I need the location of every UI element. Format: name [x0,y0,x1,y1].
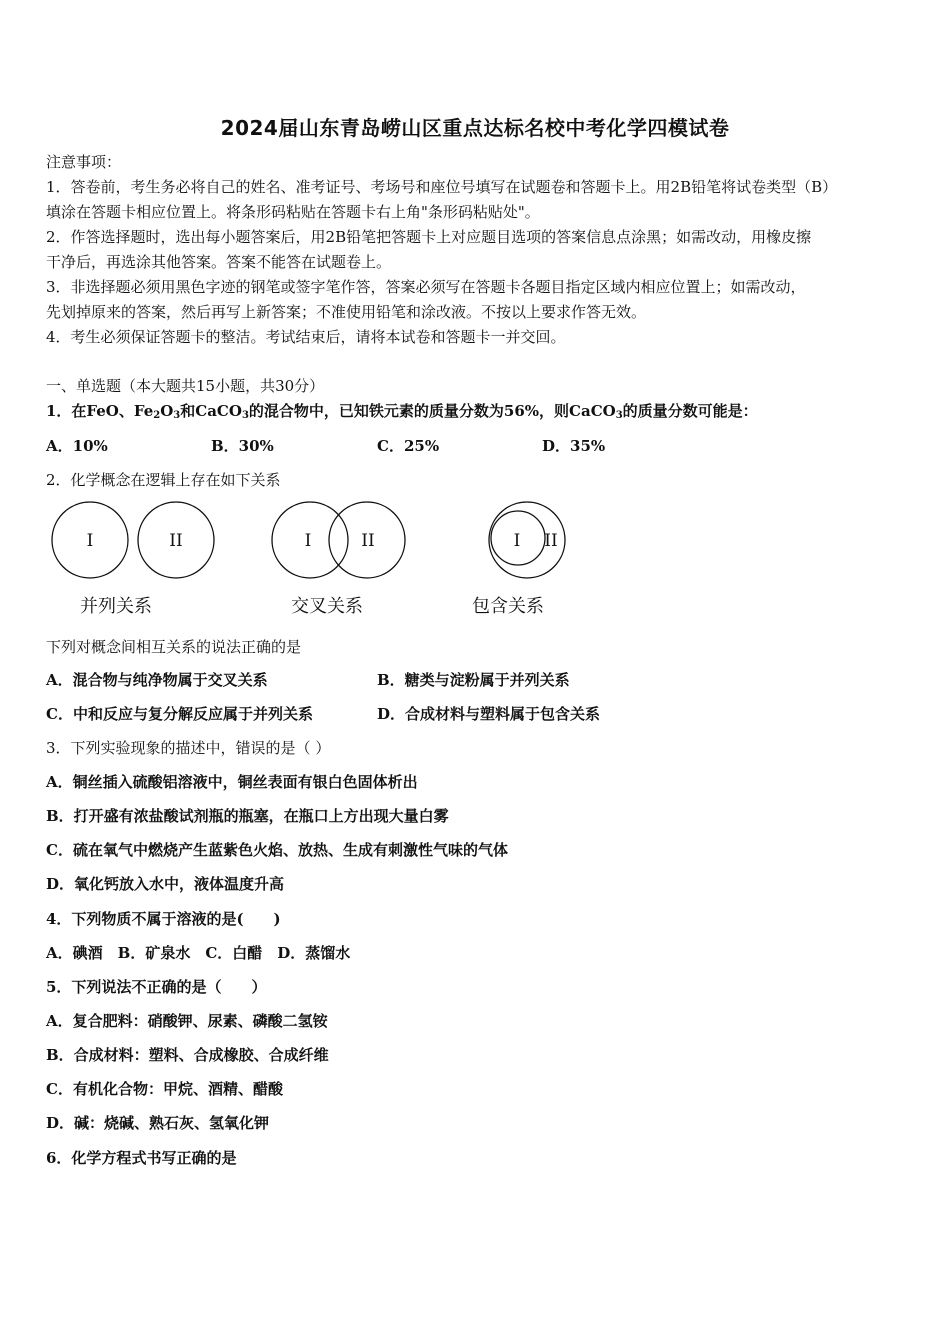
notice-line: 4．考生必须保证答题卡的整洁。考试结束后，请将本试卷和答题卡一并交回。 [46,328,566,346]
question-3-option-d: D．氧化钙放入水中，液体温度升高 [46,875,285,893]
question-2-option-a: A．混合物与纯净物属于交叉关系 [46,671,268,689]
question-1-option-c: C．25% [377,437,440,455]
question-2-option-c: C．中和反应与复分解反应属于并列关系 [46,705,313,723]
question-1-option-d: D．35% [542,437,606,455]
exam-title: 2024届山东青岛崂山区重点达标名校中考化学四模试卷 [220,116,730,140]
question-5-stem: 5．下列说法不正确的是（ ） [46,978,267,996]
caption-parallel: 并列关系 [80,596,152,617]
question-5-option-c: C．有机化合物：甲烷、酒精、醋酸 [46,1080,283,1098]
question-3-option-a: A．铜丝插入硫酸铝溶液中，铜丝表面有银白色固体析出 [46,773,418,791]
relation-diagram [40,496,600,626]
question-2-stem: 2．化学概念在逻辑上存在如下关系 [46,471,281,489]
question-1-stem: 1．在FeO、$Fe_2O_3$和CaCO$_3$的混合物中，已知铁元素的质量分数为56%，则CaCO$_3$的质量分数可能是： [46,402,758,421]
question-5-option-d: D．碱：烧碱、熟石灰、氢氧化钾 [46,1114,270,1132]
question-4-stem: 4．下列物质不属于溶液的是( ) [46,910,281,928]
question-2-sub-stem: 下列对概念间相互关系的说法正确的是 [46,638,302,656]
question-1-option-b: B．30% [211,437,274,455]
intersect-label-one: I [304,531,312,551]
parallel-label-one: I [86,531,94,551]
caption-contain: 包含关系 [472,596,544,617]
notice-line: 干净后，再选涂其他答案。答案不能答在试题卷上。 [46,253,392,271]
question-3-option-b: B．打开盛有浓盐酸试剂瓶的瓶塞，在瓶口上方出现大量白雾 [46,807,449,825]
question-3-stem: 3．下列实验现象的描述中，错误的是（ ） [46,739,331,757]
parallel-label-two: II [169,531,183,551]
question-2-option-b: B．糖类与淀粉属于并列关系 [377,671,570,689]
notice-line: 填涂在答题卡相应位置上。将条形码粘贴在答题卡右上角"条形码粘贴处"。 [46,203,540,221]
notice-line: 3．非选择题必须用黑色字迹的钢笔或签字笔作答，答案必须写在答题卡各题目指定区域内相应位置上；如需改动， [46,278,806,296]
question-2-option-d: D．合成材料与塑料属于包含关系 [377,705,601,723]
notice-line: 1．答卷前，考生务必将自己的姓名、准考证号、考场号和座位号填写在试题卷和答题卡上。用2B铅笔将试卷类型（B） [46,178,838,196]
notice-line: 先划掉原来的答案，然后再写上新答案；不准使用铅笔和涂改液。不按以上要求作答无效。 [46,303,647,321]
question-1-option-a: A．10% [46,437,108,455]
intersect-label-two: II [361,531,375,551]
question-3-option-c: C．硫在氧气中燃烧产生蓝紫色火焰、放热、生成有刺激性气味的气体 [46,841,508,859]
question-4-options: A．碘酒 B．矿泉水 C．白醋 D．蒸馏水 [46,944,351,962]
notice-heading: 注意事项： [46,153,122,171]
question-5-option-a: A．复合肥料：硝酸钾、尿素、磷酸二氢铵 [46,1012,328,1030]
caption-intersect: 交叉关系 [291,596,363,617]
notice-line: 2．作答选择题时，选出每小题答案后，用2B铅笔把答题卡上对应题目选项的答案信息点涂黑；如需改动，用橡皮擦 [46,228,812,246]
relation-diagram-svg [40,496,600,626]
section-heading: 一、单选题（本大题共15小题，共30分） [46,377,325,395]
question-5-option-b: B．合成材料：塑料、合成橡胶、合成纤维 [46,1046,329,1064]
contain-label-two: II [544,531,558,551]
contain-label-one: I [513,531,521,551]
question-6-stem: 6．化学方程式书写正确的是 [46,1149,237,1167]
